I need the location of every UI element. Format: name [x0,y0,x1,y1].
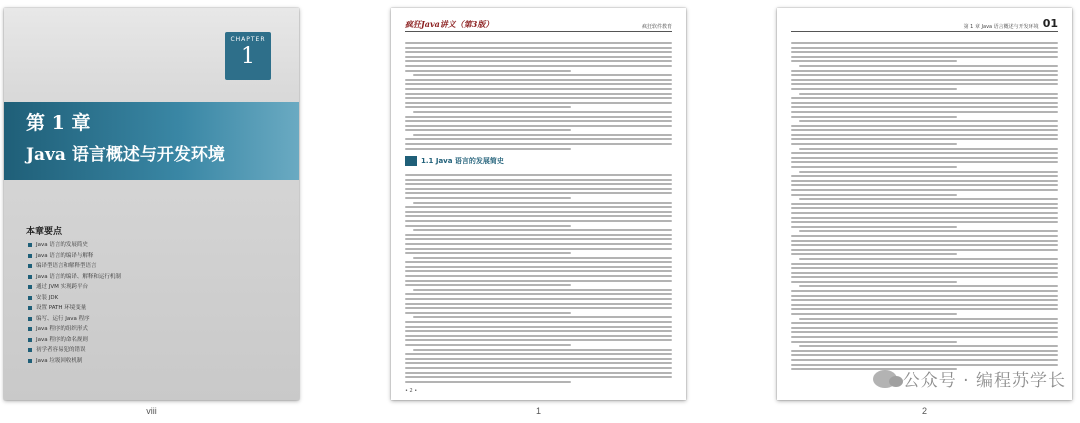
text-line [799,258,1058,260]
text-line [799,120,1058,122]
text-line [791,157,1058,159]
bullet-icon [28,306,32,310]
text-line [791,47,1058,49]
text-line [413,202,672,204]
text-line [791,134,1058,136]
keypoints-title: 本章要点 [26,227,63,237]
text-line [405,358,672,360]
bullet-icon [28,317,32,321]
text-line [791,331,1058,333]
text-line [405,238,672,240]
text-line [405,335,672,337]
text-line [799,318,1058,320]
text-line [405,70,571,72]
text-line [405,372,672,374]
text-line [405,266,672,268]
text-line [405,179,672,181]
chapter-tab-number: 1 [241,44,255,69]
text-line [791,166,957,168]
page-label-viii: viii [146,406,157,416]
text-line [791,299,1058,301]
text-line [791,327,1058,329]
bullet-icon [28,296,32,300]
text-line [405,106,571,108]
text-line [405,60,672,62]
text-line [791,203,1058,205]
text-line [405,79,672,81]
text-line [791,70,1058,72]
text-line [791,51,1058,53]
list-item: Java 语言的编译与解释 [28,251,121,262]
text-line [405,312,571,314]
running-header [405,20,672,32]
text-line [405,321,672,323]
text-line [791,313,957,315]
text-line [791,189,1058,191]
text-line [405,367,672,369]
text-line [405,326,672,328]
text-line [405,120,672,122]
text-line [405,270,672,272]
text-line [405,298,672,300]
text-line [791,88,957,90]
body-text-block [405,174,672,385]
text-line [405,225,571,227]
text-line [791,308,1058,310]
text-line [791,175,1058,177]
book-brand: 疯狂Java讲义（第3版） [405,19,494,29]
text-line [791,350,1058,352]
chapter-tab [225,32,271,80]
text-line [791,354,1058,356]
text-line [791,263,1058,265]
text-line [791,240,1058,242]
text-line [405,56,672,58]
page-viii-thumbnail[interactable] [4,8,299,400]
text-line [405,42,672,44]
text-line [405,293,672,295]
text-line [791,304,1058,306]
text-line [405,148,571,150]
page-2-thumbnail[interactable] [777,8,1072,400]
text-line [405,248,672,250]
text-line [799,230,1058,232]
text-line [405,381,571,383]
text-line [791,359,1058,361]
text-line [791,83,1058,85]
section-title: 1.1 Java 语言的发展简史 [421,157,504,165]
text-line [791,207,1058,209]
list-item: 设置 PATH 环境变量 [28,303,121,314]
list-item: Java 语言的发展简史 [28,240,121,251]
page-label-2: 2 [921,406,927,416]
text-line [791,235,1058,237]
text-line [405,47,672,49]
wechat-icon [873,370,897,388]
watermark [873,366,1066,391]
text-line [791,290,1058,292]
text-line [791,116,957,118]
text-line [791,253,957,255]
text-line [791,138,1058,140]
text-line [791,152,1058,154]
text-line [405,243,672,245]
chapter-title: 第 1 章 [26,112,91,134]
text-line [405,284,571,286]
text-line [405,188,672,190]
text-line [791,42,1058,44]
text-line [405,102,672,104]
text-line [791,60,957,62]
text-line [405,303,672,305]
text-line [405,362,672,364]
text-line [791,111,1058,113]
text-line [405,234,672,236]
bullet-icon [28,275,32,279]
text-line [791,194,957,196]
text-line [791,221,1058,223]
text-line [413,349,672,351]
bullet-icon [28,359,32,363]
list-item: Java 程序的组织形式 [28,324,121,335]
text-line [799,285,1058,287]
text-line [405,88,672,90]
list-item: 安装 JDK [28,293,121,304]
text-line [799,93,1058,95]
text-line [791,281,957,283]
text-line [405,376,672,378]
bullet-icon [28,264,32,268]
text-line [799,148,1058,150]
text-line [791,336,1058,338]
text-line [791,79,1058,81]
text-line [791,184,1058,186]
section-heading [405,156,504,166]
chapter-tab-word: CHAPTER [230,36,266,43]
text-line [405,261,672,263]
text-line [405,129,571,131]
page-folio: • 2 • [405,388,418,394]
list-item: Java 程序的命名规则 [28,335,121,346]
text-line [413,134,672,136]
bullet-icon [28,254,32,258]
running-header-right: 疯狂软件教育 [641,24,672,30]
text-line [405,344,571,346]
bullet-icon [28,243,32,247]
text-line [405,51,672,53]
page-label-1: 1 [535,406,541,416]
text-line [799,345,1058,347]
list-item: 编译型语言和解释型语言 [28,261,121,272]
section-marker-icon [405,156,417,166]
text-line [413,257,672,259]
text-line [791,272,1058,274]
text-line [791,212,1058,214]
running-header-left: 第 1 章 Java 语言概述与开发环境 [963,24,1039,30]
text-line [791,267,1058,269]
bullet-icon [28,338,32,342]
text-line [791,106,1058,108]
text-line [405,183,672,185]
list-item: 编写、运行 Java 程序 [28,314,121,325]
text-line [405,220,672,222]
text-line [791,180,1058,182]
text-line [791,74,1058,76]
text-line [405,125,672,127]
text-line [405,65,672,67]
text-line [405,192,672,194]
text-line [405,215,672,217]
text-line [405,143,672,145]
text-line [405,307,672,309]
text-line [791,161,1058,163]
list-item: Java 语言的编译、解释和运行机制 [28,272,121,283]
text-line [405,197,571,199]
text-line [799,65,1058,67]
text-line [413,111,672,113]
text-line [405,206,672,208]
text-line [791,143,957,145]
text-line [405,83,672,85]
list-item: Java 垃圾回收机制 [28,356,121,367]
text-line [413,316,672,318]
text-line [413,74,672,76]
text-line [791,226,957,228]
text-line [405,211,672,213]
text-line [405,330,672,332]
list-item: 通过 JVM 实现跨平台 [28,282,121,293]
list-item: 初学者容易犯的错误 [28,345,121,356]
bullet-icon [28,348,32,352]
text-line [791,276,1058,278]
text-line [791,129,1058,131]
text-line [799,198,1058,200]
text-line [791,244,1058,246]
text-line [413,289,672,291]
text-line [791,249,1058,251]
text-line [791,217,1058,219]
text-line [405,174,672,176]
text-line [405,275,672,277]
text-line [405,97,672,99]
text-line [791,295,1058,297]
chapter-subtitle: Java 语言概述与开发环境 [26,145,225,165]
text-line [791,97,1058,99]
watermark-text: 公众号 · 编程苏学长 [902,371,1066,391]
text-line [799,171,1058,173]
text-line [791,341,957,343]
bullet-icon [28,327,32,331]
text-line [405,138,672,140]
text-line [791,125,1058,127]
running-header [791,17,1058,32]
text-line [405,93,672,95]
page-1-thumbnail[interactable] [391,8,686,400]
body-text-block [791,42,1058,373]
text-line [405,116,672,118]
page-number: 01 [1042,17,1058,30]
text-line [791,56,1058,58]
bullet-icon [28,285,32,289]
text-line [405,280,672,282]
text-line [791,102,1058,104]
body-text-block [405,42,672,152]
text-line [413,229,672,231]
text-line [791,322,1058,324]
keypoints-list [28,240,121,366]
text-line [405,252,571,254]
text-line [405,339,672,341]
text-line [405,353,672,355]
